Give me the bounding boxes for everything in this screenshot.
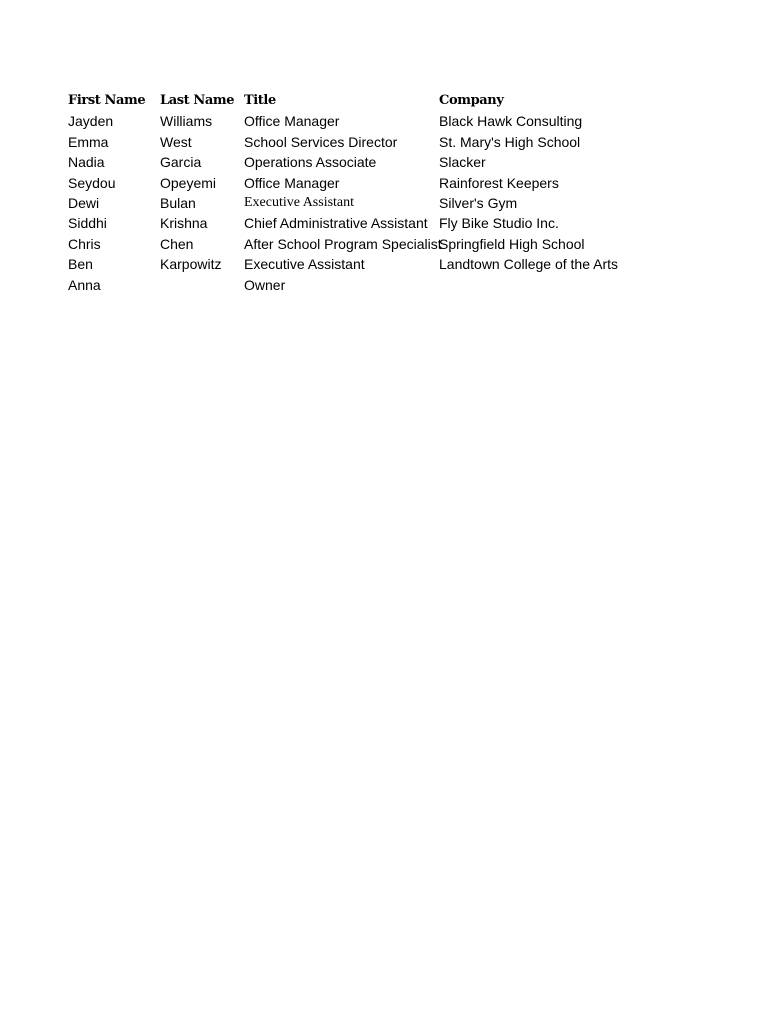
- first-name-cell: Dewi: [68, 194, 100, 211]
- first-name-cell: Anna: [68, 276, 101, 293]
- last-name-cell: Garcia: [160, 154, 202, 171]
- title-cell: After School Program Specialist: [244, 235, 442, 252]
- first-name-cell: Jayden: [68, 113, 114, 130]
- last-name-cell: Opeyemi: [160, 174, 217, 191]
- last-name-cell: Bulan: [160, 194, 196, 211]
- company-cell: Rainforest Keepers: [439, 174, 559, 191]
- first-name-cell: Nadia: [68, 154, 105, 171]
- header-company: Company: [439, 93, 504, 108]
- title-cell: Executive Assistant: [244, 194, 355, 210]
- company-cell: Landtown College of the Arts: [439, 256, 619, 273]
- title-cell: Chief Administrative Assistant: [244, 215, 428, 232]
- company-cell: St. Mary's High School: [439, 133, 581, 150]
- company-cell: Slacker: [439, 154, 486, 171]
- title-cell: Operations Associate: [244, 154, 377, 171]
- last-name-cell: Krishna: [160, 215, 208, 232]
- last-name-cell: West: [160, 133, 192, 150]
- title-cell: Office Manager: [244, 174, 340, 191]
- company-cell: Fly Bike Studio Inc.: [439, 215, 559, 232]
- title-cell: Owner: [244, 276, 286, 293]
- header-last-name: Last Name: [160, 93, 235, 108]
- header-first-name: First Name: [68, 93, 146, 108]
- first-name-cell: Chris: [68, 235, 101, 252]
- title-cell: Office Manager: [244, 113, 340, 130]
- first-name-cell: Emma: [68, 133, 109, 150]
- title-cell: Executive Assistant: [244, 256, 365, 273]
- header-title: Title: [244, 93, 276, 108]
- company-cell: Black Hawk Consulting: [439, 113, 583, 130]
- first-name-cell: Seydou: [68, 174, 116, 191]
- first-name-cell: Ben: [68, 256, 93, 273]
- company-cell: Silver's Gym: [439, 194, 518, 211]
- first-name-cell: Siddhi: [68, 215, 107, 232]
- company-cell: Springfield High School: [439, 235, 585, 252]
- last-name-cell: Chen: [160, 235, 194, 252]
- last-name-cell: Karpowitz: [160, 256, 222, 273]
- title-cell: School Services Director: [244, 133, 398, 150]
- last-name-cell: Williams: [160, 113, 213, 130]
